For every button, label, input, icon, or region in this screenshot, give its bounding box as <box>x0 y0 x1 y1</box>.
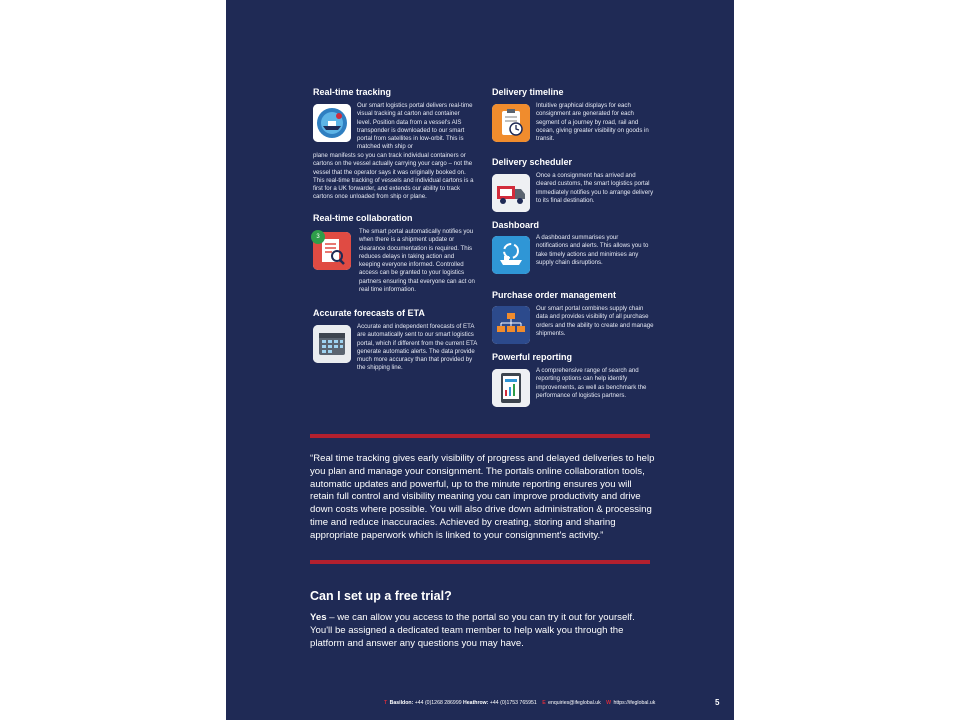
notification-badge: 3 <box>311 230 325 244</box>
clipboard-clock-icon <box>492 104 530 142</box>
feature-title: Accurate forecasts of ETA <box>313 308 425 318</box>
brochure-page <box>226 0 734 720</box>
website-link[interactable]: https://ifeglobal.uk <box>613 700 656 706</box>
email-icon: E <box>542 700 546 706</box>
feature-body-continued: plane manifests so you can track individual containers or cartons on the vessel actually carrying your cargo – not the vessel that the operator says it was originally booked on. This real-time tracking of vessels and individual cartons is a first for a UK forwarder, and extends our ability to track cartons once unloaded from ship or plane. <box>313 152 474 201</box>
feature-title: Real-time tracking <box>313 87 392 97</box>
feature-title: Powerful reporting <box>492 352 573 362</box>
free-trial-lead: Yes <box>310 612 327 623</box>
basildon-label: Basildon: <box>389 700 414 706</box>
globe-ship-icon <box>313 104 351 142</box>
free-trial-body: – we can allow you access to the portal so you can try it out for yourself. You'll be assigned a dedicated team member to help walk you through the platform and answer any questions you may have. <box>310 612 635 649</box>
footer-contacts <box>380 700 655 706</box>
page-number: 5 <box>715 698 720 707</box>
org-chart-icon <box>492 306 530 344</box>
feature-title: Dashboard <box>492 220 540 230</box>
tablet-report-icon <box>492 369 530 407</box>
feature-title: Delivery scheduler <box>492 157 573 167</box>
feature-body: Accurate and independent forecasts of ETA are automatically sent to our smart logistics portal, which if different from the current ETA generate automatic alerts. The data provide much more accuracy than that provided by the shipping line. <box>357 323 478 372</box>
divider-top <box>310 434 650 438</box>
testimonial-quote: “Real time tracking gives early visibility of progress and delayed deliveries to help you plan and manage your consignment. The portals online collaboration tools, automatic updates and powerful, up to the minute reporting ensures you will retain full control and visibility meaning you can improve productivity and drive down costs where possible. You will also drive down administration & processing time and reduce inaccuracies. Achieved by creating, storing and sharing appropriate paperwork which is linked to your consignment's activity.” <box>310 453 655 541</box>
feature-body: A dashboard summarises your notifications and alerts. This allows you to take timely actions and minimises any supply chain disruptions. <box>536 234 649 266</box>
feature-body: The smart portal automatically notifies you when there is a shipment update or clearance documentation is required. This reduces delays in taking action and keeping everyone informed. Controlled access can be granted to your logistics partners ensuring that everyone can act on real time information. <box>359 228 475 294</box>
phone-icon: T <box>384 700 388 706</box>
feature-body: Our smart logistics portal delivers real-time visual tracking at carton and container level. Position data from a vessel's AIS transponder is downloaded to our smart portal from satellites in low-orbit. This is matched with ship or <box>357 102 473 151</box>
heathrow-phone[interactable]: +44 (0)1753 765951 <box>489 700 537 706</box>
free-trial-text <box>310 612 650 650</box>
truck-icon <box>492 174 530 212</box>
ship-sync-icon <box>492 236 530 274</box>
feature-body: Intuitive graphical displays for each consignment are generated for each segment of a journey by road, rail and ocean, giving greater visibility on goods in transit. <box>536 102 649 143</box>
feature-body: Once a consignment has arrived and cleared customs, the smart logistics portal immediately notifies you to arrange delivery to its final destination. <box>536 172 654 204</box>
feature-body: A comprehensive range of search and reporting options can help identify improvements, as well as benchmark the performance of logistics partners. <box>536 367 647 399</box>
divider-bottom <box>310 560 650 564</box>
feature-body: Our smart portal combines supply chain data and provides visibility of all purchase orders and the ability to create and manage shipments. <box>536 305 654 337</box>
feature-title: Purchase order management <box>492 290 617 300</box>
basildon-phone[interactable]: +44 (0)1268 286999 <box>414 700 462 706</box>
email-link[interactable]: enquiries@ifeglobal.uk <box>548 700 601 706</box>
feature-title: Delivery timeline <box>492 87 564 97</box>
heathrow-label: Heathrow: <box>463 700 489 706</box>
feature-title: Real-time collaboration <box>313 213 413 223</box>
calendar-icon <box>313 325 351 363</box>
web-icon: W <box>606 700 612 706</box>
free-trial-heading: Can I set up a free trial? <box>310 589 452 603</box>
